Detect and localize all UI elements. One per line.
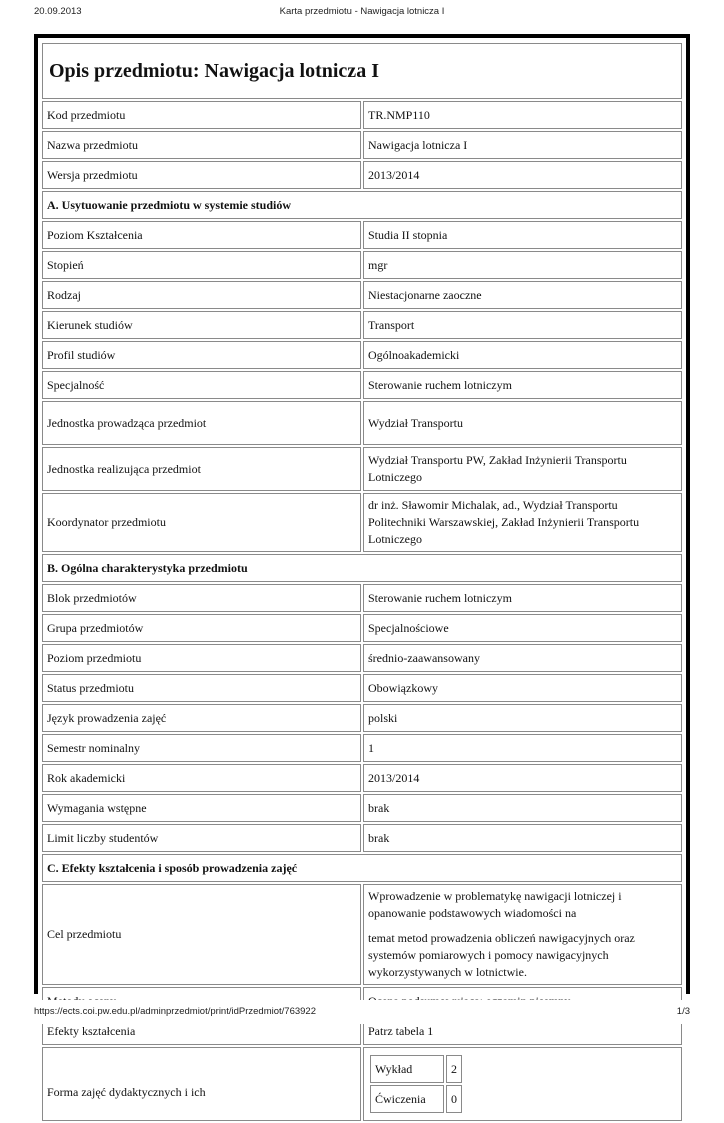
row-label: Poziom Kształcenia <box>42 221 361 249</box>
table-row <box>42 584 682 612</box>
row-value: Ogólnoakademicki <box>363 341 682 369</box>
class-form-hours: 2 <box>446 1055 462 1083</box>
print-header <box>0 0 724 24</box>
row-value: 2013/2014 <box>363 764 682 792</box>
row-value: Obowiązkowy <box>363 674 682 702</box>
row-value: Patrz tabela 1 <box>363 1017 682 1045</box>
class-form-hours: 0 <box>446 1085 462 1113</box>
row-label: Wersja przedmiotu <box>42 161 361 189</box>
row-value: Wydział Transportu PW, Zakład Inżynierii Transportu Lotniczego <box>363 447 682 491</box>
row-label: Specjalność <box>42 371 361 399</box>
row-label: Grupa przedmiotów <box>42 614 361 642</box>
table-row <box>42 281 682 309</box>
row-value: Wydział Transportu <box>363 401 682 445</box>
page-number: 1/3 <box>676 1006 690 1017</box>
row-label: Limit liczby studentów <box>42 824 361 852</box>
row-value: dr inż. Sławomir Michalak, ad., Wydział Transportu Politechniki Warszawskiej, Zakład Inżynierii Transportu Lotniczego <box>363 493 682 552</box>
row-value: Sterowanie ruchem lotniczym <box>363 371 682 399</box>
section-heading: B. Ogólna charakterystyka przedmiotu <box>42 554 682 582</box>
row-label: Efekty kształcenia <box>42 1017 361 1045</box>
row-label: Jednostka prowadząca przedmiot <box>42 401 361 445</box>
class-form-label: Ćwiczenia <box>370 1085 444 1113</box>
table-row <box>42 614 682 642</box>
row-value: Sterowanie ruchem lotniczym <box>363 584 682 612</box>
row-label: Profil studiów <box>42 341 361 369</box>
table-row <box>42 794 682 822</box>
row-label: Język prowadzenia zajęć <box>42 704 361 732</box>
table-row <box>42 764 682 792</box>
section-heading: C. Efekty kształcenia i sposób prowadzenia zajęć <box>42 854 682 882</box>
course-goal <box>363 884 682 985</box>
row-label: Rodzaj <box>42 281 361 309</box>
row-label: Jednostka realizująca przedmiot <box>42 447 361 491</box>
page-title: Opis przedmiotu: Nawigacja lotnicza I <box>42 43 682 99</box>
print-footer <box>0 1000 724 1024</box>
row-label: Rok akademicki <box>42 764 361 792</box>
print-title: Karta przedmiotu - Nawigacja lotnicza I <box>279 6 445 17</box>
table-row <box>42 884 682 985</box>
row-label: Wymagania wstępne <box>42 794 361 822</box>
row-label: Kod przedmiotu <box>42 101 361 129</box>
row-value: Nawigacja lotnicza I <box>363 131 682 159</box>
class-forms-cell <box>363 1047 682 1121</box>
table-row <box>42 371 682 399</box>
table-row <box>42 644 682 672</box>
table-row <box>42 311 682 339</box>
row-label: Kierunek studiów <box>42 311 361 339</box>
row-label: Semestr nominalny <box>42 734 361 762</box>
table-row <box>42 251 682 279</box>
row-label: Poziom przedmiotu <box>42 644 361 672</box>
class-forms-table <box>368 1053 464 1115</box>
row-label: Blok przedmiotów <box>42 584 361 612</box>
row-value: Transport <box>363 311 682 339</box>
table-row <box>42 161 682 189</box>
row-value: TR.NMP110 <box>363 101 682 129</box>
table-row <box>42 493 682 552</box>
course-table <box>40 41 684 1123</box>
table-row <box>42 101 682 129</box>
table-row <box>42 734 682 762</box>
row-value: 2013/2014 <box>363 161 682 189</box>
table-row <box>42 131 682 159</box>
print-date: 20.09.2013 <box>34 6 82 17</box>
row-label: Status przedmiotu <box>42 674 361 702</box>
row-label: Koordynator przedmiotu <box>42 493 361 552</box>
row-value: mgr <box>363 251 682 279</box>
section-heading: A. Usytuowanie przedmiotu w systemie studiów <box>42 191 682 219</box>
row-label: Cel przedmiotu <box>42 884 361 985</box>
row-label: Forma zajęć dydaktycznych i ich <box>42 1047 361 1121</box>
row-value: Niestacjonarne zaoczne <box>363 281 682 309</box>
table-row <box>42 401 682 445</box>
table-row <box>42 447 682 491</box>
row-value: Studia II stopnia <box>363 221 682 249</box>
row-value: polski <box>363 704 682 732</box>
table-row <box>42 221 682 249</box>
row-value: Specjalnościowe <box>363 614 682 642</box>
row-label: Nazwa przedmiotu <box>42 131 361 159</box>
table-row <box>42 1047 682 1121</box>
print-url: https://ects.coi.pw.edu.pl/adminprzedmiot/print/idPrzedmiot/763922 <box>34 1006 316 1017</box>
table-row <box>42 674 682 702</box>
row-label: Stopień <box>42 251 361 279</box>
row-value: brak <box>363 824 682 852</box>
table-row <box>42 824 682 852</box>
table-row <box>370 1055 462 1083</box>
course-goal-paragraph: temat metod prowadzenia obliczeń nawigacyjnych oraz systemów pomiarowych i pomocy nawigacyjnych wykorzystywanych w lotnictwie. <box>368 931 635 979</box>
row-value: średnio-zaawansowany <box>363 644 682 672</box>
table-row <box>370 1085 462 1113</box>
table-row <box>42 704 682 732</box>
row-value: brak <box>363 794 682 822</box>
course-goal-paragraph: Wprowadzenie w problematykę nawigacji lotniczej i opanowanie podstawowych wiadomości na <box>368 889 622 920</box>
row-value: 1 <box>363 734 682 762</box>
table-row <box>42 341 682 369</box>
class-form-label: Wykład <box>370 1055 444 1083</box>
